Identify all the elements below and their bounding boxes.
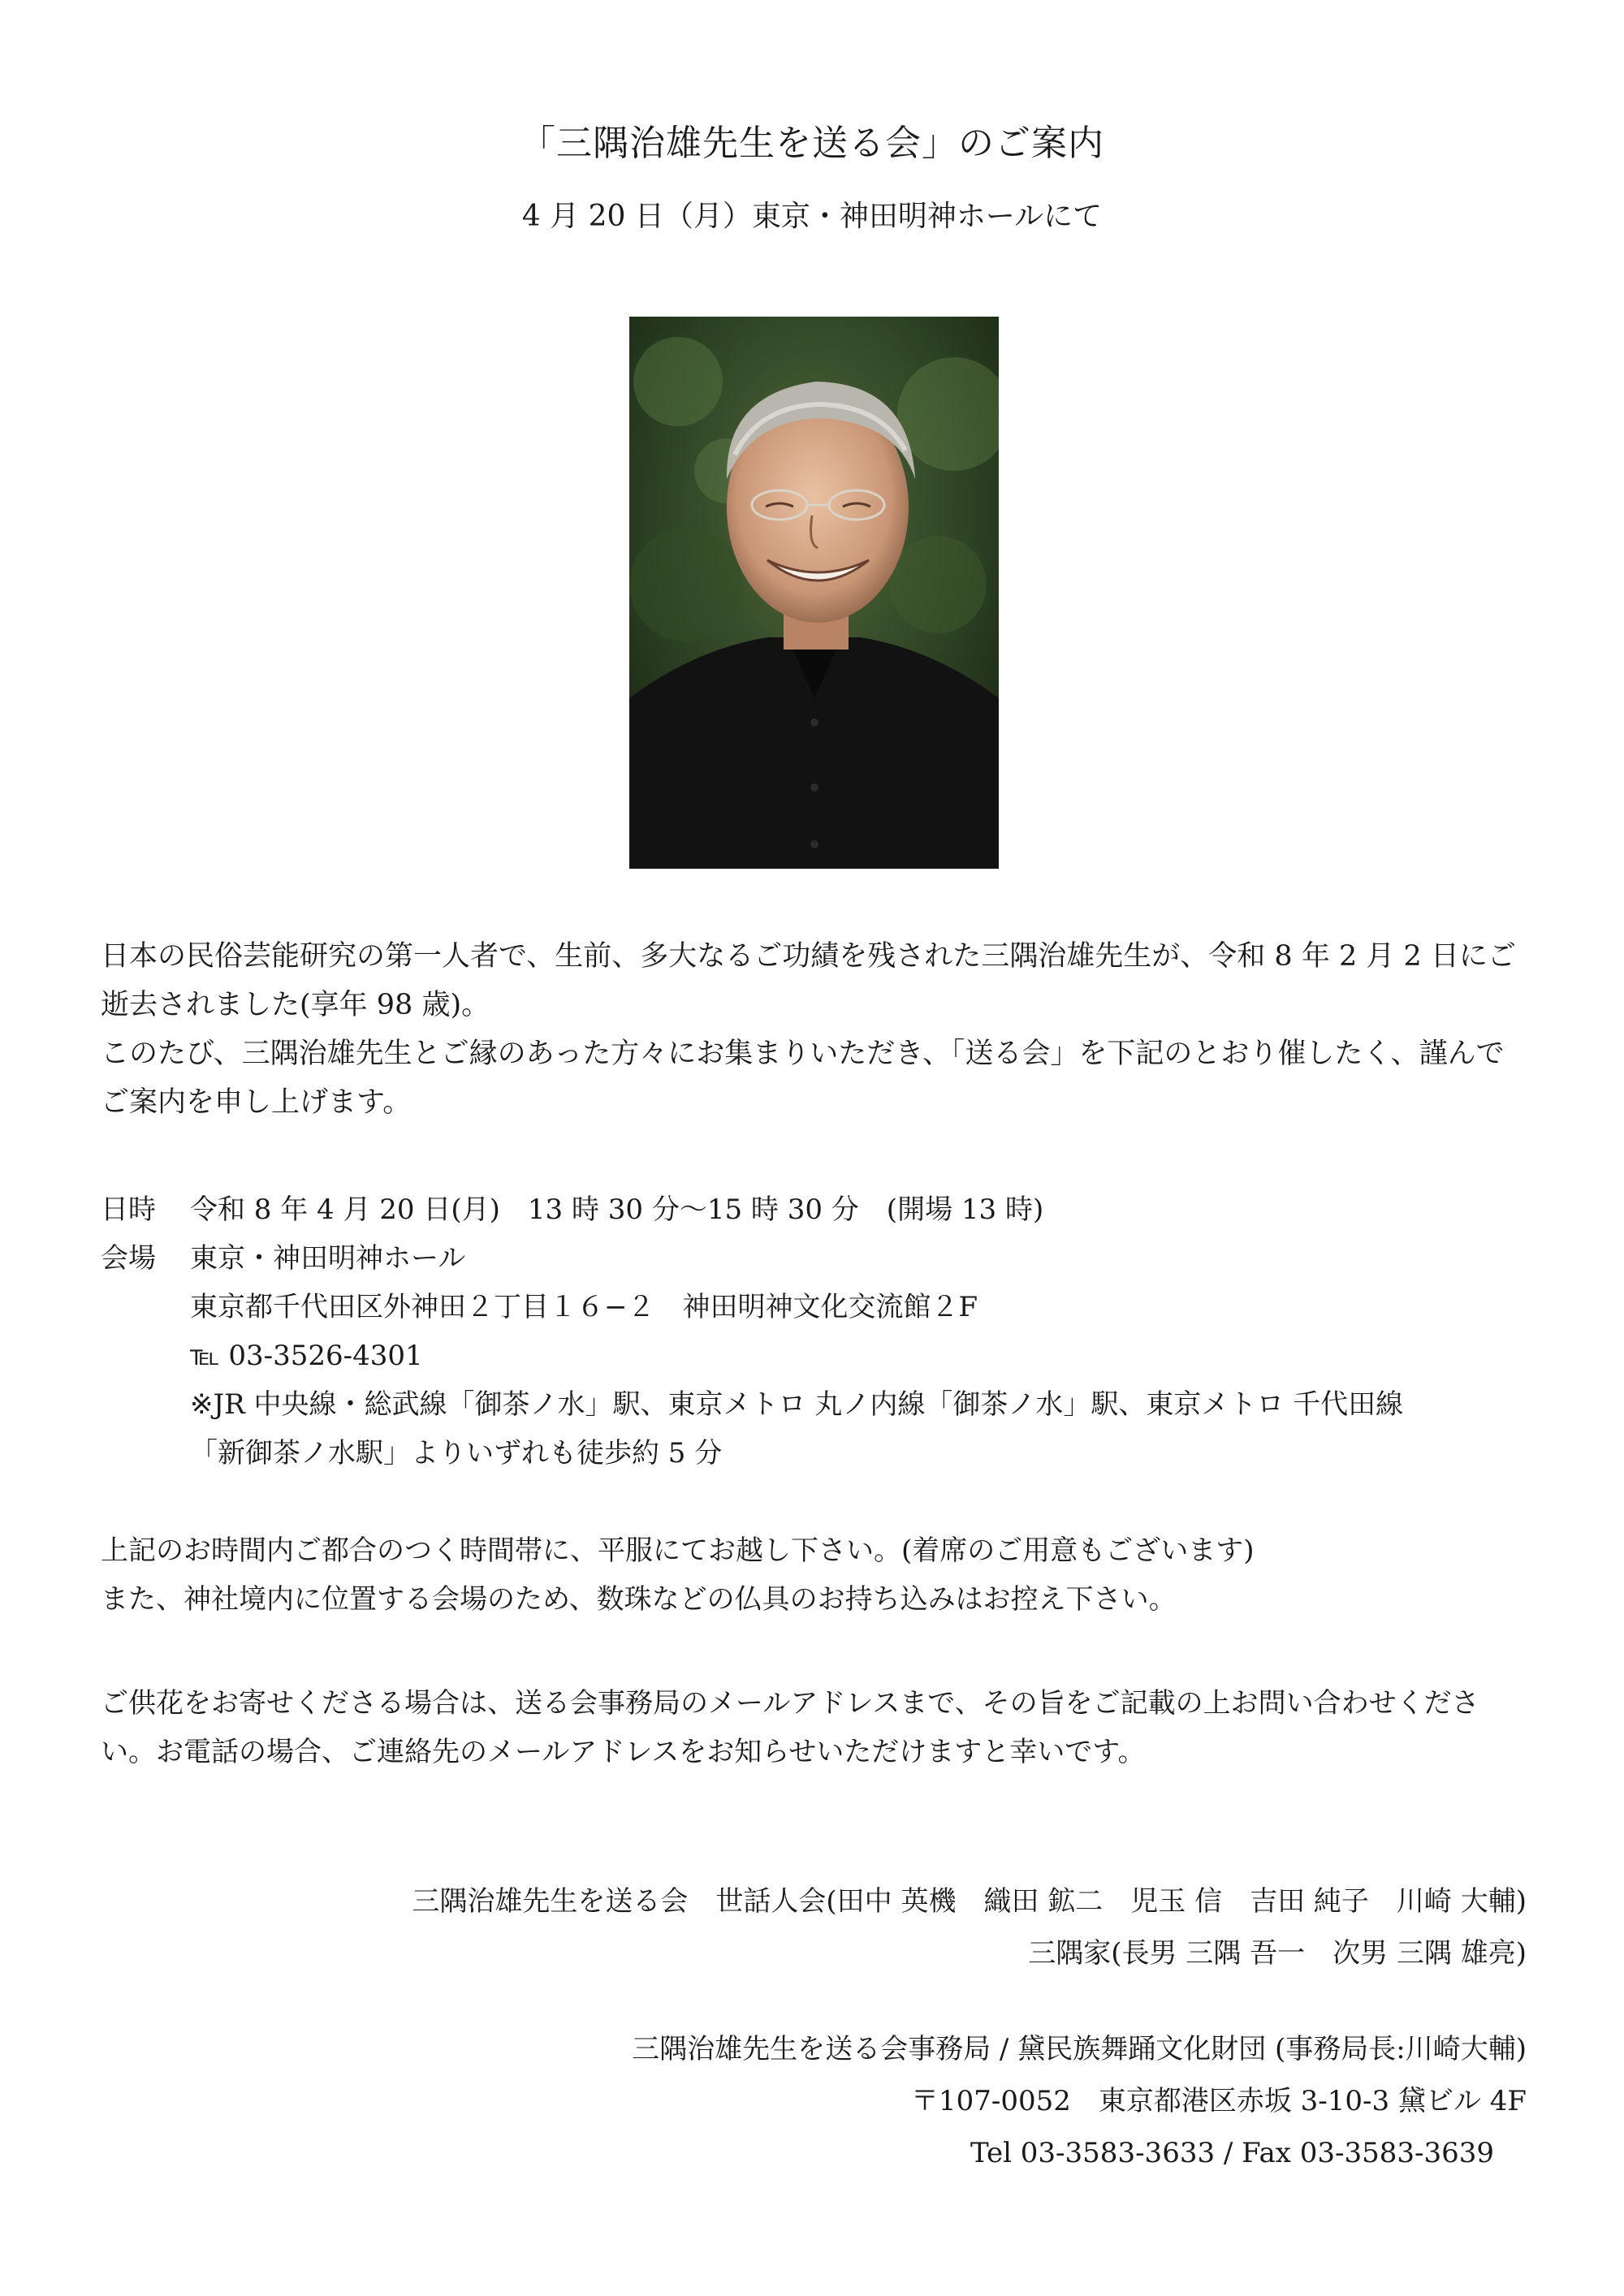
family-line: 三隅家(長男 三隅 吾一 次男 三隅 雄亮) [1028,1937,1527,1970]
venue-tel-row [101,1331,1546,1380]
office-contact: Tel 03-3583-3633 / Fax 03-3583-3639 [970,2137,1494,2169]
venue-row [101,1234,1546,1283]
office-block [81,2023,1527,2179]
note-line: また、神社境内に位置する会場のため、数珠などの仏具のお持ち込みはお控え下さい。 [101,1583,1177,1616]
venue-name: 東京・神田明神ホール [190,1242,466,1275]
venue-label: 会場 [101,1242,156,1275]
venue-address-row [101,1283,1546,1331]
access-row [101,1380,1546,1429]
event-details [101,1185,1546,1478]
intro-paragraph: 日本の民俗芸能研究の第一人者で、生前、多大なるご功績を残された三隅治雄先生が、令和 8 年 2 月 2 日にご逝去されました(享年 98 歳)。 [101,940,1516,1021]
committee-line: 三隅治雄先生を送る会 世話人会(田中 英機 織田 鉱二 児玉 信 吉田 純子 川崎 大輔) [412,1885,1527,1918]
attendance-notes [101,1526,1546,1624]
date-row [101,1185,1546,1234]
venue-tel: ℡ 03-3526-4301 [190,1340,423,1372]
date-value: 令和 8 年 4 月 20 日(月) 13 時 30 分〜15 時 30 分 (開場 13 時) [190,1193,1044,1226]
intro-section [101,932,1530,1127]
page-title: 「三隅治雄先生を送る会」のご案内 [520,123,1104,164]
signature-block [81,1875,1527,1979]
office-name: 三隅治雄先生を送る会事務局 / 黛民族舞踊文化財団 (事務局長:川崎大輔) [632,2033,1527,2065]
date-label: 日時 [101,1193,156,1226]
flowers-notice [101,1679,1530,1776]
intro-paragraph: このたび、三隅治雄先生とご縁のあった方々にお集まりいただき、「送る会」を下記のとおり催したく、謹んでご案内を申し上げます。 [101,1038,1505,1119]
flowers-text: ご供花をお寄せくださる場合は、送る会事務局のメールアドレスまで、その旨をご記載の上お問い合わせください。お電話の場合、ご連絡先のメールアドレスをお知らせいただけますと幸いです。 [101,1687,1479,1768]
access-line: 「新御茶ノ水駅」よりいずれも徒歩約 5 分 [190,1437,723,1470]
page-subtitle: 4 月 20 日（月）東京・神田明神ホールにて [521,200,1103,233]
office-address: 〒107-0052 東京都港区赤坂 3-10-3 黛ビル 4F [910,2085,1527,2117]
note-line: 上記のお時間内ご都合のつく時間帯に、平服にてお越し下さい。(着席のご用意もございます) [101,1534,1255,1567]
portrait-photo [629,317,999,869]
access-line: ※JR 中央線・総武線「御茶ノ水」駅、東京メトロ 丸ノ内線「御茶ノ水」駅、東京メトロ 千代田線 [190,1388,1404,1421]
venue-address: 東京都千代田区外神田２丁目１６−２ 神田明神文化交流館２F [190,1291,978,1323]
access-row-2 [101,1429,1546,1478]
